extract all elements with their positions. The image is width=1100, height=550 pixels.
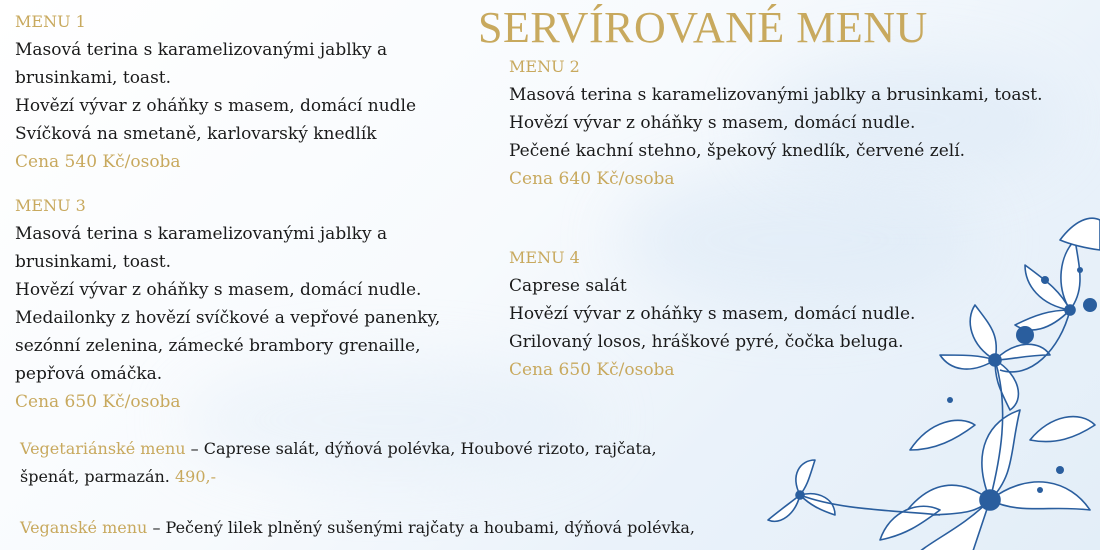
vegan-menu <box>20 514 720 542</box>
menu-dish: Hovězí vývar z oháňky s masem, domácí nudle. <box>15 280 422 300</box>
menu-dish: Hovězí vývar z oháňky s masem, domácí nudle. <box>509 304 916 324</box>
menu-dish: Masová terina s karamelizovanými jablky a brusinkami, toast. <box>15 40 388 88</box>
menu-dish: Masová terina s karamelizovanými jablky a brusinkami, toast. <box>509 85 1043 105</box>
page-title: SERVÍROVANÉ MENU <box>478 3 928 52</box>
vegetarian-menu-label: Vegetariánské menu <box>20 439 186 458</box>
menu-heading: MENU 2 <box>509 57 580 76</box>
menu-heading: MENU 4 <box>509 248 580 267</box>
vegetarian-menu <box>20 435 720 491</box>
menu-dish: Caprese salát <box>509 276 627 296</box>
menu-dish: Hovězí vývar z oháňky s masem, domácí nudle. <box>509 113 916 133</box>
vegan-menu-text: – Pečený lilek plněný sušenými rajčaty a houbami, dýňová polévka, <box>147 518 695 537</box>
menu-heading: MENU 1 <box>15 12 86 31</box>
menu-dish: Svíčková na smetaně, karlovarský knedlík <box>15 124 377 144</box>
menu-price: Cena 650 Kč/osoba <box>15 392 181 412</box>
menu-2 <box>509 53 1069 193</box>
menu-price: Cena 640 Kč/osoba <box>509 169 675 189</box>
menu-dish: Masová terina s karamelizovanými jablky a brusinkami, toast. <box>15 224 388 272</box>
vegetarian-menu-price: 490,- <box>174 467 216 486</box>
menu-dish: Pečené kachní stehno, špekový knedlík, červené zelí. <box>509 141 966 161</box>
menu-price: Cena 540 Kč/osoba <box>15 152 181 172</box>
menu-heading: MENU 3 <box>15 196 86 215</box>
menu-dish: Grilovaný losos, hráškové pyré, čočka beluga. <box>509 332 904 352</box>
vegetarian-menu-text: – Caprese salát, dýňová polévka, Houbové rizoto, rajčata, špenát, parmazán. <box>20 439 657 486</box>
menu-1 <box>15 8 435 176</box>
menu-dish: Hovězí vývar z oháňky s masem, domácí nudle <box>15 96 417 116</box>
blue-flowers-illustration <box>760 210 1100 550</box>
menu-price: Cena 650 Kč/osoba <box>509 360 675 380</box>
vegan-menu-label: Veganské menu <box>20 518 148 537</box>
menu-dish: Medailonky z hovězí svíčkové a vepřové panenky, sezónní zelenina, zámecké brambory grenaille, pepřová omáčka. <box>15 308 441 384</box>
menu-3 <box>15 192 493 416</box>
